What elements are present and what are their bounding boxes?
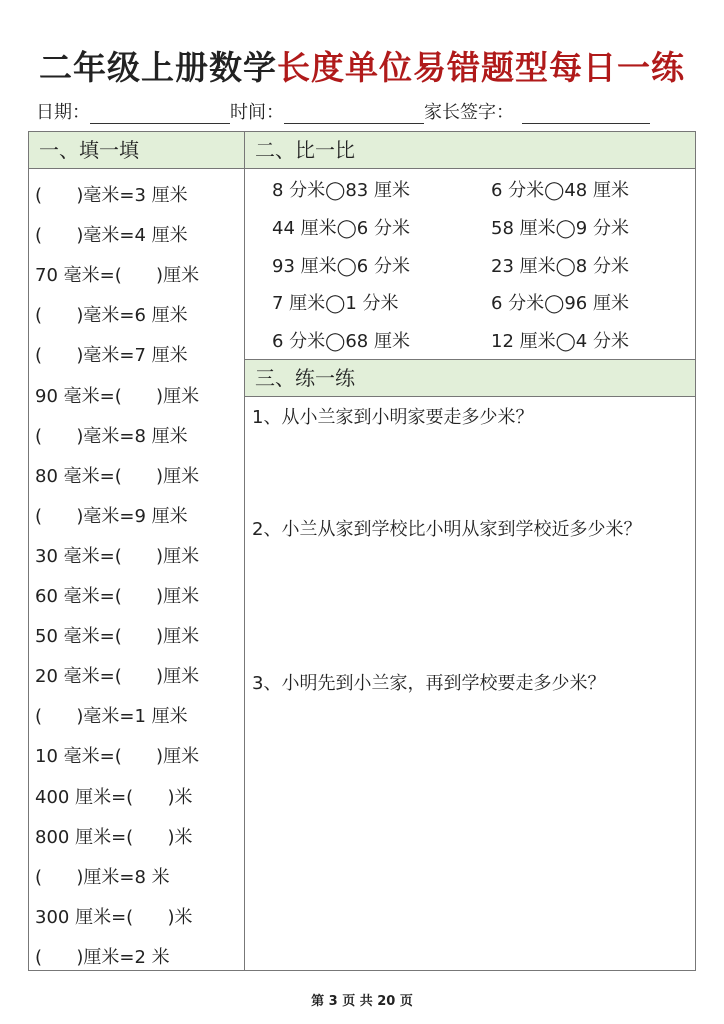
- fill-in-item[interactable]: 800 厘米=( )米: [35, 826, 193, 848]
- time-blank[interactable]: [284, 101, 424, 124]
- sign-blank[interactable]: [522, 101, 650, 124]
- fill-in-item[interactable]: 400 厘米=( )米: [35, 786, 193, 808]
- fill-in-item[interactable]: 50 毫米=( )厘米: [35, 626, 200, 648]
- compare-item[interactable]: 12 厘米◯4 分米: [491, 331, 629, 353]
- time-label: 时间：: [230, 102, 284, 123]
- section2-heading: 二、比一比: [245, 132, 695, 169]
- fill-in-item[interactable]: 80 毫米=( )厘米: [35, 465, 200, 487]
- fill-in-item[interactable]: ( )毫米=3 厘米: [35, 185, 188, 206]
- fill-in-item[interactable]: ( )毫米=7 厘米: [35, 345, 188, 367]
- fill-in-item[interactable]: 70 毫米=( )厘米: [35, 265, 200, 287]
- fill-in-item[interactable]: ( )毫米=4 厘米: [35, 225, 188, 247]
- title-black: 二年级上册数学: [39, 48, 277, 87]
- fill-in-item[interactable]: ( )毫米=8 厘米: [35, 425, 188, 447]
- info-line: [36, 98, 696, 124]
- compare-item[interactable]: 6 分米◯68 厘米: [272, 331, 410, 353]
- date-blank[interactable]: [90, 101, 230, 124]
- compare-item[interactable]: 8 分米◯83 厘米: [272, 180, 410, 201]
- section3-heading: 三、练一练: [245, 359, 695, 397]
- fill-in-item[interactable]: 20 毫米=( )厘米: [35, 666, 200, 688]
- date-label: 日期：: [36, 102, 90, 123]
- question-2: 2、小兰从家到学校比小明从家到学校近多少米？: [252, 519, 642, 540]
- compare-item[interactable]: 7 厘米◯1 分米: [272, 293, 399, 315]
- fill-in-item[interactable]: ( )厘米=2 米: [35, 946, 170, 968]
- sign-label: 家长签字：: [424, 102, 514, 123]
- fill-in-item[interactable]: 30 毫米=( )厘米: [35, 545, 200, 567]
- page-footer: 第 3 页 共 20 页: [311, 994, 413, 1009]
- compare-item[interactable]: 44 厘米◯6 分米: [272, 217, 410, 239]
- compare-item[interactable]: 93 厘米◯6 分米: [272, 255, 410, 277]
- question-1: 1、从小兰家到小明家要走多少米？: [252, 407, 534, 428]
- fill-in-item[interactable]: 60 毫米=( )厘米: [35, 586, 200, 607]
- fill-in-item[interactable]: ( )厘米=8 米: [35, 866, 170, 888]
- question-3: 3、小明先到小兰家，再到学校要走多少米？: [252, 673, 606, 694]
- section1-heading: 一、填一填: [29, 132, 244, 169]
- compare-item[interactable]: 58 厘米◯9 分米: [491, 217, 629, 239]
- fill-in-item[interactable]: ( )毫米=1 厘米: [35, 706, 188, 728]
- title-red: 长度单位易错题型每日一练: [277, 48, 685, 87]
- compare-item[interactable]: 23 厘米◯8 分米: [491, 255, 629, 277]
- compare-item[interactable]: 6 分米◯96 厘米: [491, 293, 629, 315]
- fill-in-item[interactable]: ( )毫米=9 厘米: [35, 505, 188, 527]
- fill-in-item[interactable]: 10 毫米=( )厘米: [35, 746, 200, 768]
- fill-in-item[interactable]: 90 毫米=( )厘米: [35, 385, 200, 407]
- worksheet-title: [0, 42, 724, 89]
- compare-item[interactable]: 6 分米◯48 厘米: [491, 180, 629, 201]
- fill-in-item[interactable]: ( )毫米=6 厘米: [35, 305, 188, 327]
- fill-in-item[interactable]: 300 厘米=( )米: [35, 906, 193, 928]
- column-divider: [244, 131, 245, 971]
